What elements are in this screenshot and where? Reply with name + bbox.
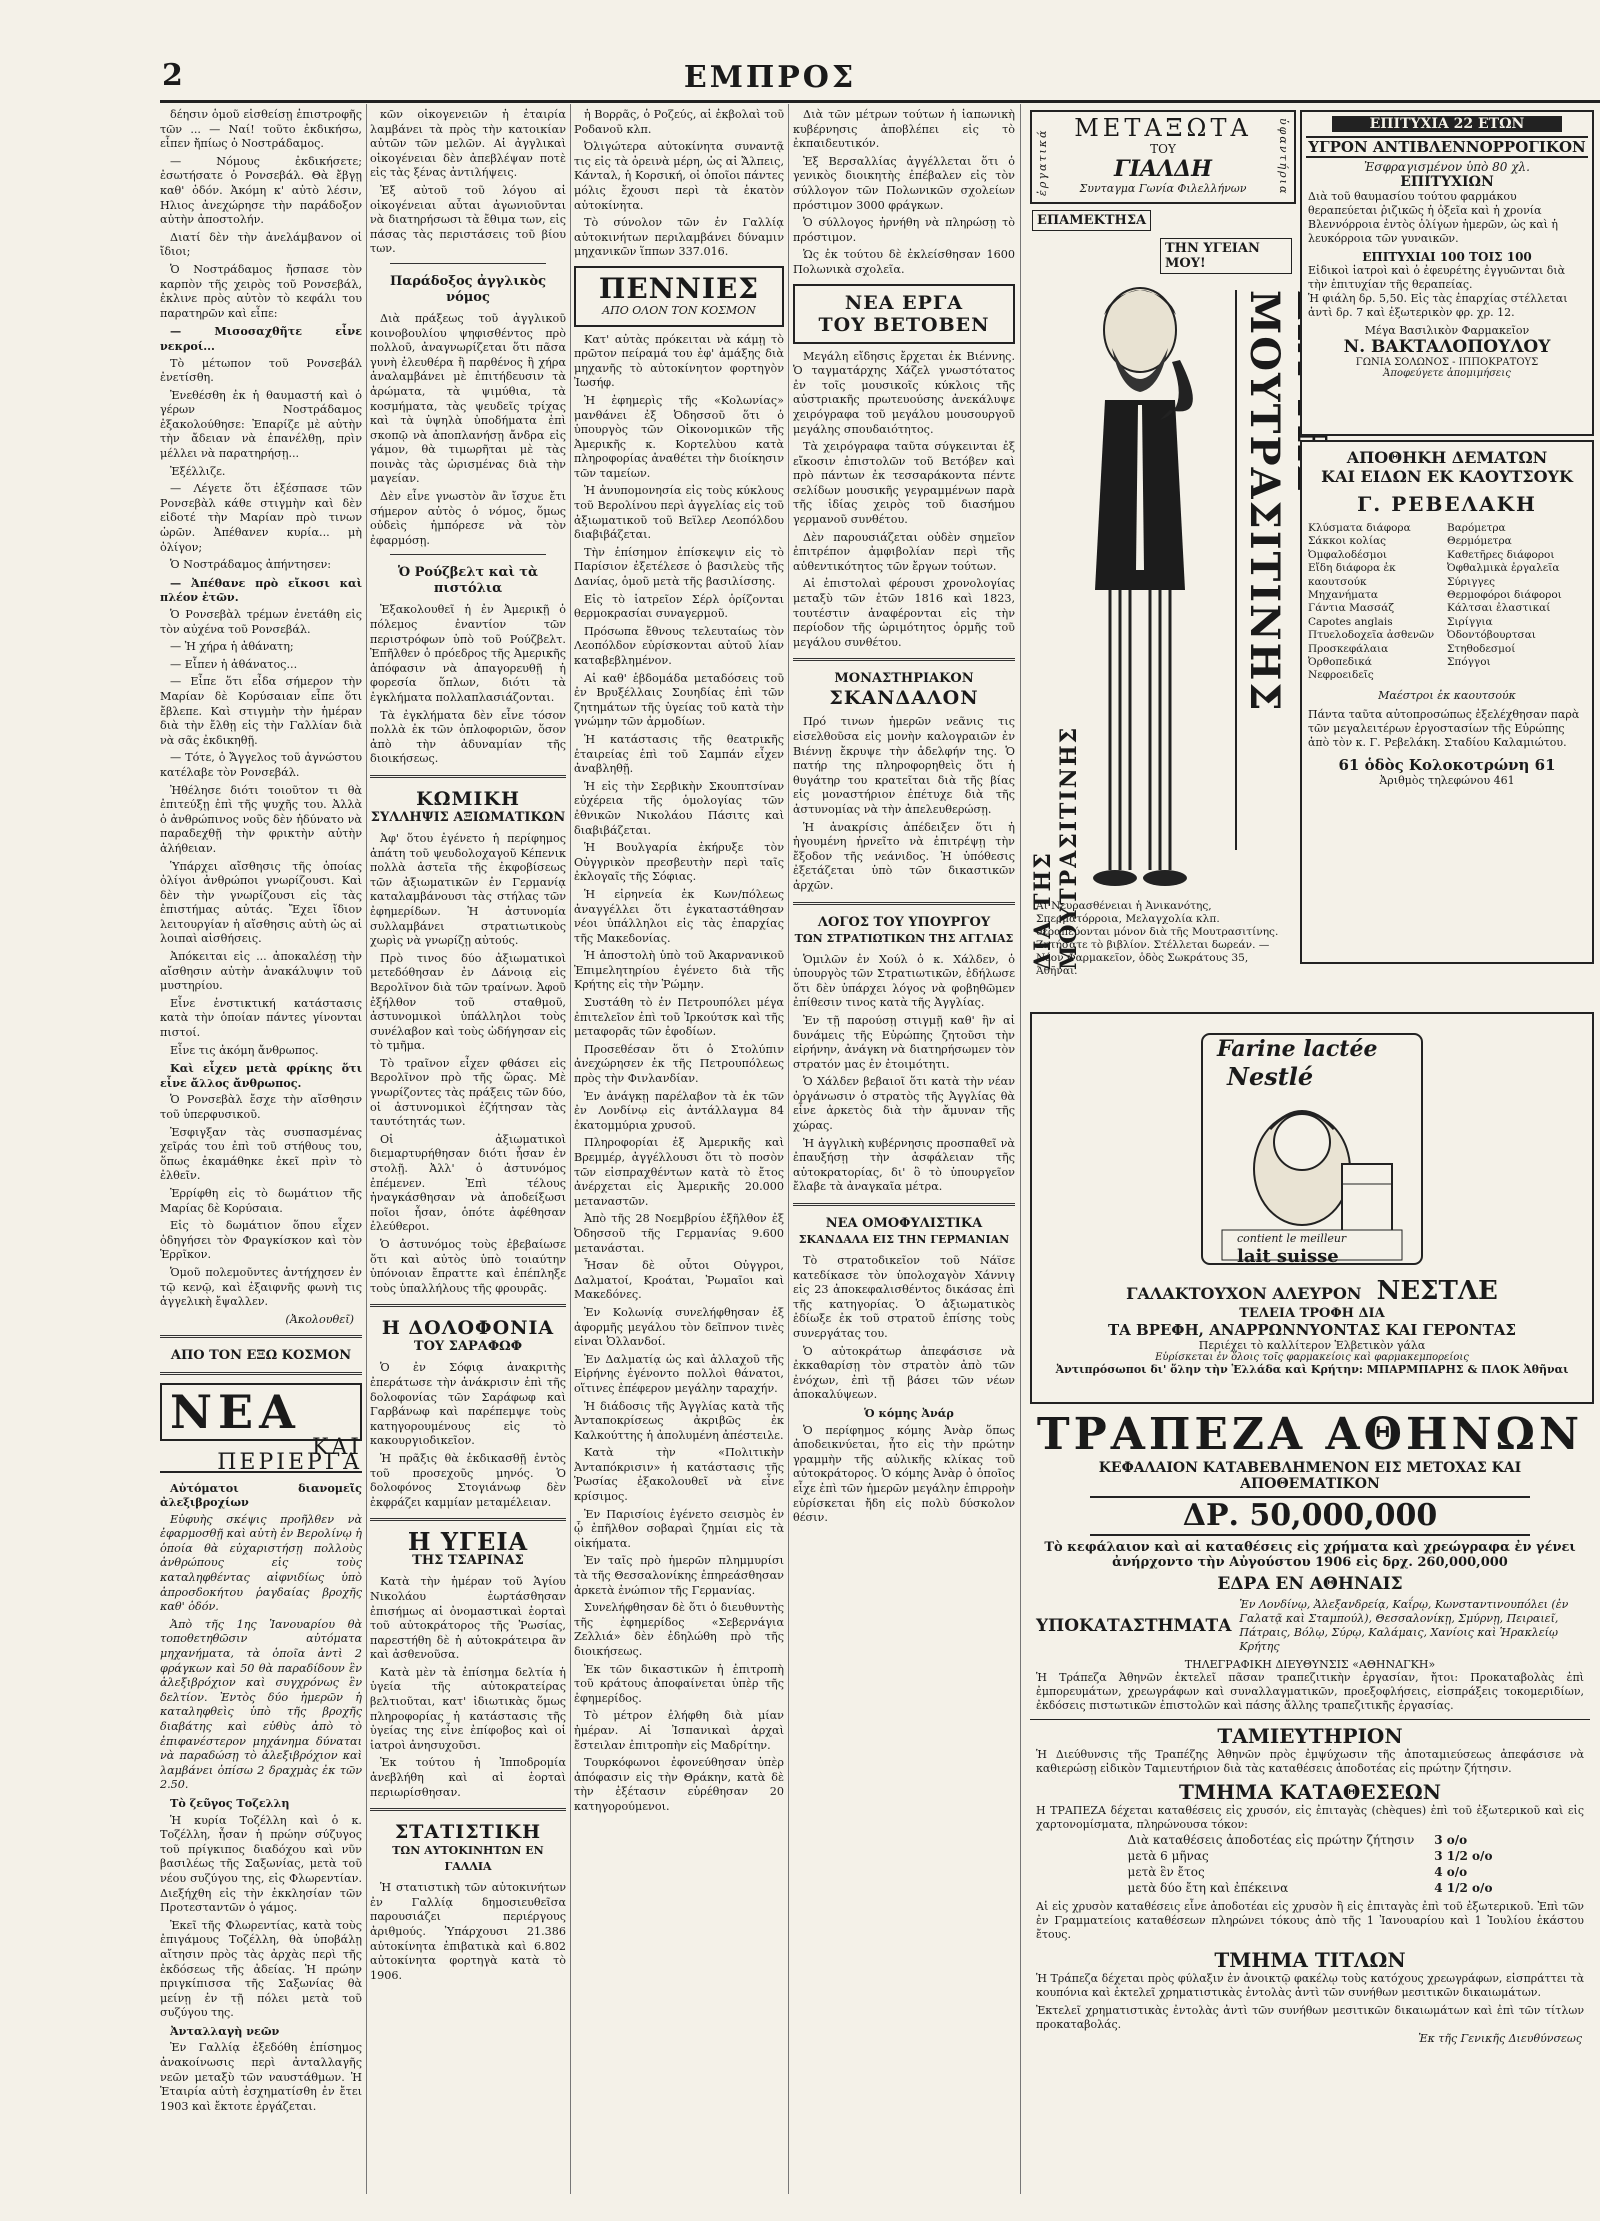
- bank-seat: ΕΔΡΑ ΕΝ ΑΘΗΝΑΙΣ: [1217, 1574, 1403, 1594]
- interest-rates-table: [1118, 1832, 1503, 1896]
- article-paragraph: Πληροφορίαι ἐξ Ἀμερικῆς καὶ Βρεμμέρ, ἀγγέλλουσι ὅτι τὸ ποσὸν τῶν εἰσπραχθέντων κατὰ τὸ ἔτος ἀνέρχεται εἰς Ἀμερικῆς 20.000 μεταναστῶν.: [574, 1136, 784, 1208]
- bank-title: ΤΡΑΠΕΖΑ ΑΘΗΝΩΝ: [1036, 1409, 1584, 1460]
- moutrasitini-ad: [1030, 210, 1292, 1000]
- article-paragraph: Ἐνεθέσθη ἐκ ἡ θαυμαστή καὶ ὁ γέρων Νοστράδαμος ἐξακολούθησε: Ἐπαρίζε μὲ αὐτὴν τὴν ἄδειαν νὰ ἐπανέλθῃ, πρὶν μέλλει νὰ παρατηρήσῃ...: [160, 388, 362, 461]
- article-paragraph: Τὸ σύνολον τῶν ἐν Γαλλίᾳ αὐτοκινήτων περιλαμβάνει δύναμιν μηχανικῶν ἵππων 337.016.: [574, 216, 784, 259]
- article-paragraph: — Νόμους ἐκδικήσετε; ἐσωτήσατε ὁ Ρονσεβάλ. Θὰ ἔβγῃ καθ' ὁδόν. Ἀκόμη κ' αὐτὸ λέσιν, Ηλιος ἀνεχώρησε τὴν παράδοξον αὐτὴν ἀποστολήν.: [160, 154, 362, 227]
- bank-signature: Ἐκ τῆς Γενικῆς Διευθύνσεως: [1418, 2032, 1582, 2045]
- article-paragraph: Ἐν ἀνάγκῃ παρέλαβον τὰ ἐκ τῶν ἐν Λονδίνῳ εἰς ἀντάλλαγμα 84 ἐκατομμύρια χρυσοῦ.: [574, 1089, 784, 1132]
- rubber-items-left: [1308, 522, 1447, 683]
- savings-title: ΤΑΜΙΕΥΤΗΡΙΟΝ: [1030, 1719, 1590, 1748]
- headline: ΚΩΜΙΚΗ: [416, 787, 520, 810]
- securities-title: ΤΜΗΜΑ ΤΙΤΛΩΝ: [1214, 1948, 1406, 1972]
- article-paragraph: Τὸ μέτωπον τοῦ Ρονσεβάλ ἐνετίσθη.: [160, 356, 362, 385]
- silk-title: ΜΕΤΑΞΩΤΑ: [1074, 114, 1252, 142]
- pharmacy-successes: ΕΠΙΤΥΧΙΩΝ: [1400, 174, 1494, 190]
- article-paragraph: Ἐκ τούτου ἡ Ἰπποδρομία ἀνεβλήθη καὶ αἱ ἑορταὶ περιωρίσθησαν.: [370, 1756, 566, 1799]
- article-paragraph: Ἐξ αὐτοῦ τοῦ λόγου αἱ οἰκογένειαι αὗται ἀγωνιοῦνται νὰ διατηρήσωσι τὰ ἔθιμα των, εἰς πάσας τὰς περιστάσεις τοῦ βίου των.: [370, 183, 566, 256]
- article-paragraph: Ὁ Ρονσεβὰλ τρέμων ἐνετάθη εἰς τὸν αὐχένα τοῦ Ρονσεβάλ.: [160, 608, 362, 636]
- article-paragraph: Προσεθέσαν ὅτι ὁ Στολύπιν ἀνεχώρησεν ἐκ τῆς Πετρουπόλεως πρὸς τὴν Φινλανδίαν.: [574, 1042, 784, 1086]
- rubber-item: Σπόγγοι: [1447, 656, 1491, 669]
- masthead: ΕΜΠΡΟΣ: [683, 60, 857, 95]
- article-paragraph: Ἡ ἐφημερὶς τῆς «Κολωνίας» μανθάνει ἐξ Ὀδησσοῦ ὅτι ὁ ὑπουργὸς τῶν Οἰκονομικῶν τῆς Ἀμερικῆς κ. Κορτελὺου κατὰ πληροφορίας ἀναθέτει τὴν διοίκησιν τῶν ταμείων.: [574, 393, 784, 480]
- headline-sub: ΤΩΝ ΑΥΤΟΚΙΝΗΤΩΝ ΕΝ ΓΑΛΛΙΑ: [392, 1844, 544, 1874]
- bank-branches: [1030, 1598, 1590, 1654]
- continued-note: (Ἀκολουθεῖ): [285, 1312, 354, 1326]
- branches-label: ΥΠΟΚΑΤΑΣΤΗΜΑΤΑ: [1036, 1616, 1232, 1636]
- rubber-items-right: [1447, 522, 1586, 683]
- column-rule: [1020, 104, 1021, 2194]
- article-paragraph: Ἡ ἀποστολὴ ὑπὸ τοῦ Ἀκαρνανικοῦ Ἐπιμελητηρίου ἐγένετο διὰ τῆς Κρήτης εἰς τὴν Ῥώμην.: [574, 949, 784, 992]
- article-paragraph: Ὁ αὐτοκράτωρ ἀπεφάσισε νὰ ἐκκαθαρίσῃ τὸν στρατὸν ἀπὸ τῶν ἐνόχων, ἐπὶ τῇ βάσει τῶν νέων ἀποκαλύψεων.: [793, 1344, 1015, 1402]
- bank-ad: [1030, 1410, 1590, 2190]
- nestle-representative: Ἀντιπρόσωποι δι' ὅλην τὴν Ἑλλάδα καὶ Κρήτην: ΜΠΑΡΜΠΑΡΗΣ & ΠΛΟΚ Ἀθῆναι: [1055, 1363, 1569, 1376]
- rubber-item: Πτυελοδοχεῖα ἀσθενῶν: [1308, 629, 1435, 642]
- rubber-item: Καθετῆρες διάφοροι: [1447, 548, 1555, 561]
- rubber-item: Θερμόμετρα: [1447, 535, 1512, 548]
- article-paragraph: — Ἀπέθανε πρὸ εἴκοσι καὶ πλέον ἐτῶν.: [160, 575, 362, 605]
- article-paragraph: Ἡ Βουλγαρία ἐκήρυξε τὸν Οὐγγρικὸν πρεσβευτὴν περὶ ταῖς ἐκλογαῖς τῆς Σόφιας.: [574, 841, 784, 884]
- article-paragraph: Ἐσφιγξαν τὰς συσπασμένας χεῖράς του ἐπὶ τοῦ στήθους του, ὅπως ἐκαμάθηκε ἐκεῖ πρὶν τὸ ἐλθεῖν.: [160, 1125, 362, 1183]
- rate-label: μετὰ 6 μῆνας: [1127, 1849, 1209, 1863]
- section-divider: [370, 1808, 566, 1811]
- headline-sub: ΣΚΑΝΔΑΛΑ ΕΙΣ ΤΗΝ ΓΕΡΜΑΝΙΑΝ: [798, 1233, 1010, 1247]
- article-paragraph: Ὁμιλῶν ἐν Χούλ ὁ κ. Χάλδεν, ὁ ὑπουργὸς τῶν Στρατιωτικῶν, ἐδήλωσε ὅτι δὲν ὑπάρχει λόγος νὰ φοβηθῶμεν ἐπίθεσιν τινος κατὰ τῆς Ἀγγλίας.: [793, 952, 1015, 1010]
- column-2: [370, 108, 566, 2188]
- rubber-item: Εἴδη διάφορα ἐκ καουτσούκ: [1308, 562, 1396, 588]
- rubber-item: Capotes anglais: [1308, 615, 1393, 628]
- rubber-item: Στηθοδεσμοί: [1447, 642, 1516, 655]
- section-divider: [793, 1203, 1015, 1206]
- brand-vertical-left: ΔΙΑ ΤΗΣ ΜΟΥΤΡΑΣΙΤΙΝΗΣ: [1030, 725, 1082, 970]
- big-heading: ΝΕΑ: [160, 1383, 362, 1441]
- motto-left: ΕΠΑΜΕΚΤΗΣΑ: [1032, 210, 1151, 231]
- rate-label: μετὰ δύο ἔτη καὶ ἐπέκεινα: [1127, 1881, 1289, 1895]
- article-paragraph: Ἡ εἰς τὴν Σερβικὴν Σκουπτσίναν εὐχέρεια τῆς ὁμολογίας τῶν ἐθνικῶν Νικολάου Πάσιτς καὶ διαβιβάζεται.: [574, 779, 784, 837]
- article-paragraph: Διατί δὲν τὴν ἀνελάμβανον οἱ ἴδιοι;: [160, 230, 362, 259]
- article-paragraph: — Τότε, ὁ Ἄγγελος τοῦ ἀγνώστου κατέλαβε τὸν Ρονσεβάλ.: [160, 751, 362, 779]
- motto-row: [1030, 210, 1292, 231]
- rate-row: [1118, 1880, 1503, 1896]
- brand-vertical-right: ΜΟΥΤΡΑΣΙΤΙΝΗΣ: [1235, 290, 1335, 850]
- article-paragraph: δέησιν ὁμοῦ εἰσθείσῃ ἐπιστροφῆς τῶν ... — Ναί! τοῦτο ἐκδικήσω, εἶπεν ἤπίως ὁ Νοστράδαμος.: [160, 108, 362, 151]
- article-paragraph: Δὲν παρουσιάζεται οὐδὲν σημεῖον ἐπιτρέπον ἀμφιβολίαν περὶ τῆς αὐθεντικότητος τῶν ἔργων τούτων.: [793, 530, 1015, 573]
- column-3: [574, 108, 784, 2188]
- article-paragraph: Τὸ στρατοδικεῖον τοῦ Νάϊσε κατεδίκασε τὸν ὑπολοχαγὸν Χάννιγ εἰς 23 ἀποκεφαλισθέντος δικάσας ἐπὶ τῆς κατηγορίας. Ὁ ἀξιωματικὸς ἐδίωξε ἐκ τοῦ στρατοῦ ἐπίσης τοὺς συνεργάτας του.: [793, 1254, 1015, 1340]
- section-divider: [370, 1518, 566, 1521]
- headline-sub: ΤΟΥ ΣΑΡΑΦΩΦ: [413, 1339, 523, 1355]
- bank-capital: ΔΡ. 50,000,000: [1090, 1496, 1530, 1536]
- article-paragraph: Ἦσαν δὲ οὗτοι Οὐγγροι, Δαλματοί, Κροάται, Ῥωμαῖοι καὶ Μακεδόνες.: [574, 1259, 784, 1302]
- article-paragraph: Κατὰ μὲν τὰ ἐπίσημα δελτία ἡ ὑγεία τῆς αὐτοκρατείρας βελτιοῦται, κατ' ἰδιωτικὰς ὅμως πληροφορίας ἡ κατάστασις τῆς ὑγείας της εἶνε ἐπίφοβος καὶ οἱ ἰατροὶ ἀνησυχοῦσι.: [370, 1665, 566, 1752]
- article-paragraph: Ἐκ τῶν δικαστικῶν ἡ ἐπιτροπὴ τοῦ κράτους ἀποφαίνεται ὑπὲρ τῆς ἐφημερίδος.: [574, 1662, 784, 1705]
- rubber-item: Θερμοφόροι διάφοροι: [1447, 589, 1562, 602]
- rubber-item: Κάλτσαι ἐλαστικαί: [1447, 602, 1551, 615]
- headline-sub: ΣΚΑΝΔΑΛΟΝ: [829, 687, 979, 710]
- article-paragraph: Ἡ ἀνακρίσις ἀπέδειξεν ὅτι ἡ ἡγουμένη ἠρνεῖτο νὰ ἐπιτρέψῃ τὴν ἔξοδον τῆς νεάνιδος. Ἡ ὑπόθεσις ἐξετάζεται ὑπὸ τῶν δικαστικῶν ἀρχῶν.: [793, 820, 1015, 892]
- section-divider: [793, 658, 1015, 661]
- nestle-ad: [1030, 1012, 1594, 1404]
- nestle-box-line-2: Nestlé: [1227, 1062, 1314, 1091]
- article-paragraph: Καὶ εἶχεν μετὰ φρίκης ὅτι εἶνε ἄλλος ἄνθρωπος.: [160, 1061, 362, 1090]
- headline: Η ΥΓΕΙΑ: [407, 1527, 529, 1557]
- rubber-title: ΑΠΟΘΗΚΗ ΔΕΜΑΤΩΝ: [1346, 448, 1548, 467]
- rubber-telephone: Ἀριθμὸς τηλεφώνου 461: [1379, 773, 1515, 787]
- article-paragraph: Οἱ ἀξιωματικοὶ διεμαρτυρήθησαν διότι ἦσαν ἐν στολῇ. Ἀλλ' ὁ ἀστυνόμος ἐπέμενεν. Ἐπὶ τέλους ἠναγκάσθησαν νὰ ἀποδείξωσι ποῖοι ἦσαν, ὁπότε ἀφέθησαν ἐλεύθεροι.: [370, 1132, 566, 1234]
- headline-block: [370, 788, 566, 826]
- pharmacy-note: Ἀποφεύγετε ἀπομιμήσεις: [1383, 368, 1511, 379]
- article-paragraph: Συστάθη τὸ ἐν Πετρουπόλει μέγα ἐπιτελεῖον ἐπὶ τοῦ Ἰρκούτσκ καὶ τῆς μεταφορᾶς τῶν ἐφοδίων.: [574, 996, 784, 1039]
- article-paragraph: Ὀλιγώτερα αὐτοκίνητα συναντᾷ τις εἰς τὰ ὀρεινὰ μέρη, ὡς αἱ Ἄλπεις, Κάνταλ, ἡ Κορσική, οἱ ὁποῖοι πάντες μόλις ἔχουσι περὶ τὰ ἑκατὸν αὐτοκίνητα.: [574, 140, 784, 212]
- rubber-item: Σάκκοι κολίας: [1308, 535, 1387, 548]
- article-paragraph: Ὁ περίφημος κόμης Ἀνὰρ ὅπως ἀποδεικνύεται, ἦτο εἰς τὴν πρώτην γραμμὴν τῆς αὐλικῆς κλίκας τοῦ αὐτοκράτορος. Ὁ κόμης Ἀνὰρ ὁ ὁποῖος εἶχε ἐπὶ τῶν ἡμερῶν μεγάλην ἐπιρροὴν εὑρίσκεται ἤδη εἰς πολὺ δύσκολον θέσιν.: [793, 1423, 1015, 1525]
- pharmacy-address: ΓΩΝΙΑ ΣΟΛΩΝΟΣ - ΙΠΠΟΚΡΑΤΟΥΣ: [1355, 357, 1539, 368]
- savings-text: Ἡ Διεύθυνσις τῆς Τραπέζης Ἀθηνῶν πρὸς ἐμψύχωσιν τῆς ἀποταμιεύσεως ἀπεφάσισε νὰ καθιερώσῃ εἰδικὸν Ταμιευτήριον διὰ τὰς καταθέσεις ἀποδοτέας εἰς πρώτην ζήτησιν.: [1036, 1748, 1584, 1775]
- pharmacy-text-2: Εἰδικοὶ ἰατροὶ καὶ ὁ ἐφευρέτης ἐγγυῶνται διὰ τὴν ἐπιτυχίαν τῆς θεραπείας.: [1308, 264, 1566, 291]
- securities-text: Ἡ Τράπεζα δέχεται πρὸς φύλαξιν ἐν ἀνοικτῷ φακέλῳ τοὺς κατόχους χρεωγράφων, εἰσπράττει τὰ κουπόνια καὶ ἐκτελεῖ χρηματιστικὰς ἐντολὰς ἀντὶ τῶν συνήθων μεσιτικῶν δικαιωμάτων.: [1036, 1972, 1584, 1999]
- headline-block: [793, 1216, 1015, 1248]
- rubber-store-ad: [1300, 440, 1594, 964]
- headline: Η ΔΟΛΟΦΟΝΙΑ: [381, 1317, 555, 1340]
- item-heading: Ἀνταλλαγὴ νεῶν: [170, 2023, 280, 2038]
- article-paragraph: Ἡ στατιστικὴ τῶν αὐτοκινήτων ἐν Γαλλίᾳ δημοσιευθεῖσα παρουσιάζει περιέργους ἀριθμούς. Ὑπάρχουσι 21.386 αὐτοκίνητα ἐπιβατικὰ καὶ 6.802 αὐτοκίνητα φορτηγὰ κατὰ τὸ 1906.: [370, 1881, 566, 1982]
- article-paragraph: Ὡς ἐκ τούτου δὲ ἐκλείσθησαν 1600 Πολωνικὰ σχολεῖα.: [793, 248, 1015, 276]
- article-paragraph: — Εἶπεν ἡ ἀθάνατος...: [170, 657, 298, 671]
- article-paragraph: Ἐν ταῖς πρὸ ἡμερῶν πλημμυρίσι τὰ τῆς Θεσσαλονίκης ἐπηρεάσθησαν ἀρκετὰ ἐνώπιον τῆς Γερμανίας.: [574, 1554, 784, 1597]
- article-paragraph: Ἡ διάδοσις τῆς Ἀγγλίας κατὰ τῆς Ἀνταποκρίσεως ἀκριβῶς ἐκ Καλκούττης ἡ ἀπολυμένη ἀπέστειλε.: [574, 1399, 784, 1442]
- item-heading: Αὐτόματοι διανομεῖς ἀλεξιβροχίων: [160, 1480, 362, 1510]
- article-paragraph: Ἐν Γαλλίᾳ ἐξεδόθη ἐπίσημος ἀνακοίνωσις περὶ ἀνταλλαγῆς νεῶν μεταξὺ τῶν ναυστάθμων. Ἡ Ἑταιρία αὐτὴ ἐσχηματίσθη ἐν ἔτει 1903 καὶ ἔκτοτε ἐργάζεται.: [160, 2041, 362, 2113]
- rubber-item: Ὀμφαλοδέσμοι: [1308, 548, 1388, 561]
- rubber-title-2: ΚΑΙ ΕΙΔΩΝ ΕΚ ΚΑΟΥΤΣΟΥΚ: [1321, 467, 1573, 486]
- article-paragraph: Ὑπάρχει αἴσθησις τῆς ὁποίας ὀλίγοι ἀνθρώποι γνωρίζουσι. Καὶ δὲν τὴν γνωρίζουσι εἰς τὰς ἐπιστήμας αὐτάς. Ἔχει ἴδιον λειτουργίαν ἡ αἴσθησις αὐτὴ ὡς αἱ λοιπαὶ αἰσθήσεις.: [160, 859, 362, 946]
- article-paragraph: κῶν οἰκογενειῶν ἡ ἑταιρία λαμβάνει τὰ πρὸς τὴν κατοικίαν αὐτῶν τῶν μελῶν. Αἱ ἀγγλικαὶ οἰκογένειαι δὲν ἀπεβλέψαν ποτὲ εἰς τὰς ξένας ἀντιλήψεις.: [370, 108, 566, 180]
- headline: ΝΕΑ ΟΜΟΦΥΛΙΣΤΙΚΑ: [825, 1216, 983, 1232]
- nestle-sub-2: ΤΑ ΒΡΕΦΗ, ΑΝΑΡΡΩΝΝΥΟΝΤΑΣ ΚΑΙ ΓΕΡΟΝΤΑΣ: [1108, 1321, 1516, 1339]
- article-paragraph: Αἱ ἐπιστολαὶ φέρουσι χρονολογίας μεταξὺ τῶν ἐτῶν 1816 καὶ 1823, τουτέστιν ἀναφέρονται εἰς τὴν περίοδον τῆς ὡριμότητος ὁρμῆς τοῦ μεγάλου συνθέτου.: [793, 577, 1015, 649]
- section-divider: [793, 902, 1015, 905]
- article-paragraph: Ἠθέλησε διότι τοιοῦτον τι θὰ ἐπιτεύξῃ ἐπὶ τῆς ψυχῆς του. Ἀλλὰ ὁ ἀνθρώπινος νοῦς δὲν ἠδύνατο νὰ παραδεχθῇ τὴν φρικτὴν αὐτὴν ἀλήθειαν.: [160, 783, 362, 855]
- item-heading: Τὸ ζεῦγος Τοζελλη: [170, 1795, 290, 1810]
- headline-block: [370, 1821, 566, 1875]
- deposits-text: Η ΤΡΑΠΕΖΑ δέχεται καταθέσεις εἰς χρυσόν, εἰς ἐπιταγὰς (chèques) ἐπὶ τοῦ ἐξωτερικοῦ καὶ εἰς χαρτονομίσματα, πληρώνουσα τόκον:: [1036, 1804, 1584, 1831]
- nestle-sub-3: Περιέχει τὸ καλλίτερον Ἑλβετικὸν γάλα: [1198, 1339, 1426, 1352]
- section-divider: [160, 1372, 362, 1375]
- bank-services: Ἡ Τράπεζα Ἀθηνῶν ἐκτελεῖ πᾶσαν τραπεζιτικὴν ἐργασίαν, ἤτοι: Προκαταβολὰς ἐπὶ ἐμπορευμάτων, χρεωγράφων καὶ συναλλαγματικῶν, προεξοφλήσεις, εἰσπράξεις τοκομεριδίων, ἐκδόσεις πιστωτικῶν ἐπιστολῶν καὶ πάσης ἄλλης τραπεζιτικῆς ἐργασίας.: [1036, 1671, 1584, 1712]
- article-paragraph: Διὰ πράξεως τοῦ ἀγγλικοῦ κοινοβουλίου ψηφισθέντος πρὸ πολλοῦ, ἀναγνωρίζεται ὅτι πᾶσα γυνὴ ἐλευθέρα ἢ παρθένος ἢ χήρα ἀναλαμβάνει μὲ ἐπιτήδευσιν τὰ ἀρώματα, τὰ ψιμύθια, τὰ κοσμήματα, τὰς ψευδεῖς τρίχας καὶ τὰ ὑψηλὰ ὑποδήματα ἐπὶ σκοπῷ νὰ ἀποπλανήσῃ ἄνδρα εἰς γάμον, θὰ τιμωρῆται μὲ τὰς ποινὰς τὰς ὡρισμένας διὰ τὴν μαγείαν.: [370, 311, 566, 486]
- article-paragraph: Διὰ τῶν μέτρων τούτων ἡ ἰαπωνικὴ κυβέρνησις ἀποβλέπει εἰς τὸ ἐκπαιδευτικόν.: [793, 108, 1015, 151]
- pharmacy-badge-2: ΕΠΙΤΥΧΙΑΙ 100 ΤΟΙΣ 100: [1362, 250, 1532, 264]
- moutrasitini-text: Αἱ Νευρασθένειαι ἡ Ἀνικανότης, Σπερματόρροια, Μελαγχολία κλπ. θεραπεύονται μόνον διὰ τῆς Μουτρασιτίνης. Ζητήσατε τὸ βιβλίον. Στέλλεται δωρεάν. — Νέον Φαρμακεῖον, ὁδὸς Σωκράτους 35, Ἀθῆναι.: [1036, 900, 1279, 977]
- pharmacy-title: ΥΓΡΟΝ ΑΝΤΙΒΛΕΝΝΟΡΡΟΓΙΚΟΝ: [1306, 136, 1588, 158]
- article-paragraph: Ὁ ἀστυνόμος τοὺς ἐβεβαίωσε ὅτι καὶ αὐτὸς ὑπὸ τοιαύτην ὑπόνοιαν ἔπραττε καὶ ἐπέπληξε τοὺς ὑπαλλήλους τῆς φρουρᾶς.: [370, 1238, 566, 1295]
- column-rule: [788, 104, 789, 2194]
- article-paragraph: Ὁ Νοστράδαμος ἤσπασε τὸν καρπὸν τῆς χειρὸς τοῦ Ρονσεβάλ, ἐκλινε πρὸς αὐτὸν τὸ κεφάλι του παρατηρῶν καὶ εἶπε:: [160, 262, 362, 320]
- rubber-item: Γάντια Μασσάζ: [1308, 602, 1395, 615]
- headline-box: [574, 266, 784, 327]
- top-rule: [160, 100, 1600, 103]
- headline-sub: ΤΩΝ ΣΤΡΑΤΙΩΤΙΚΩΝ ΤΗΣ ΑΓΓΛΙΑΣ: [794, 931, 1014, 945]
- nestle-sub-1: ΤΕΛΕΙΑ ΤΡΟΦΗ ΔΙΑ: [1239, 1306, 1385, 1321]
- section-divider: [370, 1304, 566, 1307]
- headline: ΜΟΝΑΣΤΗΡΙΑΚΟΝ: [834, 671, 974, 687]
- article-paragraph: Δὲν εἶνε γνωστὸν ἂν ἴσχυε ἔτι σήμερον αὐτὸς ὁ νόμος, ὅμως οὐδεὶς ἠμπόρεσε νὰ τὸν ἐφαρμόσῃ.: [370, 490, 566, 547]
- headline: ΠΕΝΝΙΕΣ: [598, 271, 760, 305]
- headline: ΛΟΓΟΣ ΤΟΥ ΥΠΟΥΡΓΟΥ: [817, 914, 991, 930]
- article-paragraph: Ἐξ Βερσαλλίας ἀγγέλλεται ὅτι ὁ γενικὸς διοικητὴς ἐπέβαλεν εἰς τὸν σύλλογον τῶν Πολωνικῶν σχολείων πρόστιμον 3000 φράγκων.: [793, 154, 1015, 212]
- rate-value: 3 1/2 ο/ο: [1434, 1849, 1493, 1863]
- rubber-item: Ὀδοντόβουρτσαι: [1447, 629, 1536, 642]
- deposits-title: ΤΜΗΜΑ ΚΑΤΑΘΕΣΕΩΝ: [1179, 1780, 1441, 1804]
- article-paragraph: Ἀφ' ὅτου ἐγένετο ἡ περίφημος ἀπάτη τοῦ ψευδολοχαγοῦ Κέπενικ πολλὰ ἀστεῖα τῆς ἐκφοβίσεως τῶν ἀξιωματικῶν ἐν Γερμανίᾳ καταλαμβάνουσι τὰς στήλας τῶν ἐφημερίδων. Ἡ ἀστυνομία συλλαμβάνει στρατιωτικοὺς χωρὶς νὰ γνωρίζῃ αὐτούς.: [370, 831, 566, 948]
- nestle-box-line-1: Farine lactée: [1217, 1036, 1378, 1062]
- rubber-item: Βαρόμετρα: [1447, 522, 1506, 534]
- article-paragraph: Ἡ κυρία Τοζέλλη καὶ ὁ κ. Τοζέλλη, ἦσαν ἡ πρώην σύζυγος τοῦ πρίγκιπος διαδόχου καὶ νῦν βασιλέως τῆς Σαξωνίας, μετὰ τοῦ νέου συζύγου της, εἰς Φλωρεντίαν. Διεξήχθη εἰς τὴν ἐκκλησίαν τῶν Προτεσταντῶν ὁ γάμος.: [160, 1813, 362, 1915]
- rubber-address: 61 ὁδὸς Κολοκοτρώνη 61: [1338, 755, 1556, 774]
- nestle-sub-4: Εὑρίσκεται ἐν ὅλοις τοῖς φαρμακείοις καὶ φαρμακεμπορείοις: [1155, 1352, 1469, 1363]
- rubber-item: Κλύσματα διάφορα: [1308, 522, 1411, 534]
- headline-block: [793, 671, 1015, 709]
- bank-capital-text: Τὸ κεφάλαιον καὶ αἱ καταθέσεις εἰς χρήματα καὶ χρεώγραφα ἐν γένει ἀνήρχοντο τὴν Αὐγούστου 1906 εἰς δρχ. 260,000,000: [1044, 1540, 1576, 1570]
- article-paragraph: Ἀπὸ τῆς 1ης Ἰανουαρίου θὰ τοποθετηθῶσιν αὐτόματα μηχανήματα, τὰ ὁποῖα ἀντὶ 2 φράγκων καὶ 50 θὰ παραδίδουν ἓν ἀλεξιβρόχιον καὶ συγχρόνως ἓν δελτίον. Ἐντὸς δύο ἡμερῶν ἡ καταληφθεὶς ὑπὸ τῆς βροχῆς διαβάτης καὶ εὐθὺς ἀπὸ τὸ ἐπιφανέστερον μηχάνημα δύναται νὰ παραδώσῃ τὸ ἀλεξιβρόχιον καὶ λαμβάνει ὀπίσω 2 δραχμὰς ἐκ τῶν 2.50.: [160, 1617, 362, 1792]
- article-paragraph: Τὴν ἐπίσημον ἐπίσκεψιν εἰς τὸ Παρίσιον ἐξετέλεσε ὁ βασιλεὺς τῆς Δανίας, ὁμοῦ μετὰ τῆς βασιλίσσης.: [574, 545, 784, 589]
- article-paragraph: Τουρκόφωνοι ἐφονεύθησαν ὑπὲρ ἀπόφασιν εἰς τὴν Θράκην, κατὰ δὲ τὴν ἐξέτασιν εὑρέθησαν 20 κατηγορούμενοι.: [574, 1756, 784, 1813]
- article-paragraph: Εἰς τὸ δωμάτιον ὅπου εἶχεν ὁδηγήσει τὸν Φραγκίσκον καὶ τὸν Ἑρρῖκον.: [160, 1219, 362, 1262]
- headline-block: [793, 915, 1015, 947]
- article-paragraph: Ὁ Νοστράδαμος ἀπήντησεν:: [170, 558, 332, 572]
- column-1: [160, 108, 362, 2188]
- article-paragraph: Ἐν τῇ παρούσῃ στιγμῇ καθ' ἣν αἱ δυνάμεις τῆς Εὐρώπης ζητοῦσι τὴν εἰρήνην, ἀνάγκη νὰ διατηρήσωμεν τὸν στρατόν μας ἐν ἐτοιμότητι.: [793, 1013, 1015, 1071]
- headline-sub: ΤΟΥ ΒΕΤΟΒΕΝ: [818, 313, 990, 336]
- nestle-brand: ΝΕΣΤΛΕ: [1376, 1276, 1498, 1306]
- article-paragraph: — Ἡ χήρα ἡ ἀθάνατη;: [170, 640, 294, 654]
- silk-side-right: ὑφαντήρια: [1277, 118, 1290, 196]
- article-paragraph: Πρὸ τινος δύο ἀξιωματικοὶ μετεδόθησαν ἐν Δάνοιᾳ εἰς Βερολῖνον διὰ τῶν τραίνων. Ἀφοῦ ἐξήλθον τοῦ σταθμοῦ, ἀστυνομικοὶ ὑπάλληλοι τοὺς συνέλαβον καὶ τοὺς ὡδήγησαν εἰς τὸ τμῆμα.: [370, 951, 566, 1053]
- rubber-text: Πάντα ταῦτα αὐτοπροσώπως ἐξελέχθησαν παρὰ τῶν μεγαλειτέρων ἐργοστασίων τῆς Εὐρώπης ἀπὸ τὸν κ. Γ. Ρεβελάκη. Σταδίου Καλαμιώτου.: [1308, 707, 1580, 749]
- pharmacy-store: Μέγα Βασιλικὸν Φαρμακεῖον: [1364, 324, 1530, 337]
- pharmacy-text-3: Ἡ φιάλη δρ. 5,50. Εἰς τὰς ἐπαρχίας στέλλεται ἀντὶ δρ. 7 καὶ ἐξωτερικὸν φρ. χρ. 12.: [1308, 292, 1568, 319]
- page-number: 2: [162, 58, 183, 93]
- headline: ΝΕΑ ΕΡΓΑ: [844, 291, 964, 314]
- gold-deposits-text: Αἱ εἰς χρυσὸν καταθέσεις εἶνε ἀποδοτέαι εἰς χρυσὸν ἢ εἰς ἐπιταγὰς ἐπὶ τοῦ ἐξωτερικοῦ. Ἐπὶ τῶν ἐν Γραμματείοις καταθέσεων πληρώνει τόκους ἀπὸ τῆς 1 Ἰανουαρίου καὶ 1 Ἰουλίου ἑκάστου ἔτους.: [1036, 1900, 1584, 1941]
- divider: [390, 554, 546, 555]
- article-paragraph: Τὰ ἐγκλήματα δὲν εἶνε τόσον πολλὰ ἐκ τῶν ὁπλοφοριῶν, ὅσον ἀπὸ τὴν ἀδυναμίαν τῆς διοικήσεως.: [370, 708, 566, 766]
- article-paragraph: Εἶνε ἐνστικτική κατάστασις κατὰ τὴν ὁποίαν πάντες γίνονται πιστοί.: [160, 996, 362, 1040]
- silk-side-left: ἐργατικά: [1036, 128, 1049, 196]
- silk-ad: [1030, 110, 1296, 204]
- rubber-owner: Γ. ΡΕΒΕΛΑΚΗ: [1357, 492, 1537, 516]
- rate-row: [1118, 1864, 1503, 1880]
- article-paragraph: Κατὰ τὴν ἡμέραν τοῦ Ἁγίου Νικολάου ἐωρτάσθησαν ἐπισήμως αἱ ὀνομαστικαὶ ἑορταὶ τοῦ αὐτοκράτορος τῆς Ῥωσίας, παρεστήθη δὲ ἡ αὐτοκράτειρα ἂν καὶ ἀσθενοῦσα.: [370, 1575, 566, 1662]
- headline-sub: ΑΠΟ ΟΛΟΝ ΤΟΝ ΚΟΣΜΟΝ: [602, 303, 756, 317]
- pharmacy-owner: Ν. ΒΑΚΤΑΛΟΠΟΥΛΟΥ: [1343, 337, 1551, 357]
- pharmacy-text: Διὰ τοῦ θαυμασίου τούτου φαρμάκου θεραπεύεται ῥιζικῶς ἡ ὀξεῖα καὶ ἡ χρονία Βλεννόρροια ἐντὸς ὀλίγων ἡμερῶν, ὡς καὶ ἡ λευκόρροια τῶν γυναικῶν.: [1308, 190, 1559, 245]
- headline-box: [793, 284, 1015, 344]
- article-paragraph: Ἐν Δαλματίᾳ ὡς καὶ ἀλλαχοῦ τῆς Εἰρήνης ἐγένοντο πολλοὶ θάνατοι, οἵτινες ἐπέφερον μεγάλην ταραχήν.: [574, 1352, 784, 1395]
- article-paragraph: Ὁ ἐν Σόφιᾳ ἀνακριτὴς ἐπεράτωσε τὴν ἀνάκρισιν ἐπὶ τῆς δολοφονίας τῶν Σαράφωφ καὶ Γαρβάνωφ καὶ παρέπεμψε τοὺς κατηγορουμένους εἰς τὸ κακουργιοδικεῖον.: [370, 1361, 566, 1448]
- section-divider: [160, 1335, 362, 1338]
- article-paragraph: Εὐφυὴς σκέψις προῆλθεν νὰ ἐφαρμοσθῇ καὶ αὐτὴ ἐν Βερολίνῳ ἡ ὁποία θὰ εὐχαριστήσῃ πολλοὺς ἀνθρώπους εἰς τοὺς καταληφθέντας αἰφνιδίως ὑπὸ ἀπροσδοκήτου ῥαγδαίας βροχῆς καθ' ὁδόν.: [160, 1512, 362, 1614]
- article-paragraph: — Λέγετε ὅτι ἐξέσπασε τῶν Ρονσεβὰλ κάθε στιγμὴν καὶ δὲν εἰδοτέ τὴν Μαρίαν πρὸ τινων ὡρῶν. Ἀπέθανεν κυρία... μὴ ὀλίγον;: [160, 482, 362, 554]
- headline-block: [370, 1527, 566, 1569]
- rate-value: 4 1/2 ο/ο: [1434, 1881, 1493, 1895]
- big-subheading: ΚΑΙ ΠΕΡΙΕΡΓΑ: [160, 1441, 362, 1472]
- man-illustration: [1060, 270, 1220, 890]
- rate-row: [1118, 1848, 1503, 1864]
- article-paragraph: Ἡ κατάστασις τῆς θεατρικῆς ἑταιρείας ἐπὶ τοῦ Σαμπάν εἶχεν ἀναβληθῇ.: [574, 732, 784, 776]
- headline-sub: ΣΥΛΛΗΨΙΣ ΑΞΙΩΜΑΤΙΚΩΝ: [370, 809, 566, 825]
- rate-row: [1118, 1832, 1503, 1848]
- article-paragraph: — Μισοσαχθῆτε εἶνε νεκροί...: [160, 324, 362, 353]
- article-paragraph: Ἐκεῖ τῆς Φλωρεντίας, κατὰ τοὺς ἐπιγάμους Τοζέλλη, θὰ ὑποβάλῃ αἴτησιν πρὸς τὰς ἀρχὰς περὶ τῆς ἐκδόσεως τῆς ἀδείας. Ἡ πρώην πριγκίπισσα τῆς Σαξωνίας θὰ μείνῃ ἐν τῇ πόλει μετὰ τοῦ συζύγου της.: [160, 1918, 362, 2020]
- article-paragraph: Τὸ μέτρον ἐλήφθη διὰ μίαν ἡμέραν. Αἱ Ἰσπανικαὶ ἀρχαὶ ἔστειλαν ἐπιτροπὴν εἰς Μαδρίτην.: [574, 1709, 784, 1752]
- rate-value: 3 ο/ο: [1434, 1833, 1468, 1847]
- article-paragraph: Πρό τινων ἡμερῶν νεᾶνις τις εἰσελθοῦσα εἰς μονὴν καλογραιῶν ἐν Βιέννῃ ἔκρυψε τὴν ἀδελφήν της. Ὁ πατήρ της πληροφορηθεὶς ὅτι ἡ θυγάτηρ του κρατεῖται διὰ τῆς βίας εἰς μοναστήριον ἐπέτυχε διὰ τῆς ἀστυνομίας νὰ τὴν ἀπελευθερώσῃ.: [793, 715, 1015, 816]
- pharmacy-price: Ἐσφραγισμένον ὑπὸ 80 χλ.: [1364, 160, 1530, 174]
- article-paragraph: Ἐξακολουθεῖ ἡ ἐν Ἀμερικῇ ὁ πόλεμος ἐναντίον τῶν περιστρόφων ὑπὸ τοῦ Ρούζβελτ. Ἐπῆλθεν ὁ πρόεδρος τῆς Ἀμερικῆς ἀπόφασιν νὰ ἀπαγορευθῇ ἡ φορεσία ὅπλων, διότι τὰ ἐγκλήματα πολλαπλασιάζονται.: [370, 603, 566, 704]
- article-paragraph: Ἡ ἀγγλικὴ κυβέρνησις προσπαθεῖ νὰ ἐπαυξήσῃ τὴν ἀσφάλειαν τῆς αὐτοκρατορίας, δι' ὃ τὸ ὑπουργεῖον ἔλαβε τὰ ἀναγκαῖα μέτρα.: [793, 1136, 1015, 1194]
- motto-right: ΤΗΝ ΥΓΕΙΑΝ ΜΟΥ!: [1160, 238, 1292, 274]
- rubber-item: Ὀφθαλμικὰ ἐργαλεῖα: [1447, 562, 1560, 575]
- article-paragraph: Ἐξέλλιζε.: [170, 464, 226, 478]
- section-heading: Ὁ Ρούζβελτ καὶ τὰ πιστόλια: [397, 565, 539, 597]
- article-paragraph: Κατὰ τὴν «Πολιτικὴν Ἀνταπόκρισιν» ἡ κατάστασις τῆς Ῥωσίας ἐξακολουθεῖ νὰ εἶνε κρίσιμος.: [574, 1446, 784, 1504]
- column-rule: [570, 104, 571, 2194]
- rubber-item: Ὀρθοπεδικά: [1308, 656, 1372, 669]
- article-paragraph: Εἶνε τις ἀκόμη ἄνθρωπος.: [170, 1043, 319, 1057]
- headline: ΣΤΑΤΙΣΤΙΚΗ: [394, 1821, 542, 1844]
- nestle-label-1: contient le meilleur: [1237, 1232, 1347, 1245]
- article-paragraph: Τὸ τραῖνον εἶχεν φθάσει εἰς Βερολῖνον πρὸ τῆς ὥρας. Μὲ γνωρίζοντες τὰς πράξεις τῶν δύο, οἱ ἀστυνομικοὶ ἐζήτησαν τὰς ταυτότητάς των.: [370, 1056, 566, 1129]
- article-paragraph: Εἰς τὸ ἰατρεῖον Σέρλ ὁρίζονται θερμοκρασίαι συναγερμοῦ.: [574, 592, 784, 621]
- silk-tou: ΤΟΥ: [1150, 142, 1176, 156]
- nestle-label-2: lait suisse: [1237, 1246, 1339, 1267]
- article-paragraph: Μεγάλη εἴδησις ἔρχεται ἐκ Βιέννης. Ὁ ταγματάρχης Χάζελ γνωστότατος ἐν τοῖς μουσικοῖς κύκλοις τῆς αὐστριακῆς πρωτευούσης ἀνεκάλυψε χειρόγραφα τοῦ μεγάλου μουσουργοῦ μεγάλης σπουδαιότητος.: [793, 349, 1015, 436]
- article-paragraph: Τὰ χειρόγραφα ταῦτα σύγκεινται ἐξ εἴκοσιν ἐπιστολῶν τοῦ Βετόβεν καὶ πρὸ πάντων ἐκ τεσσαράκοντα πέντε σελίδων μουσικῆς γεγραμμένων παρὰ τῆς ἰδίας χειρὸς τοῦ διασήμου γερμανοῦ συνθέτου.: [793, 440, 1015, 527]
- nestle-head: ΓΑΛΑΚΤΟΥΧΟΝ ΑΛΕΥΡΟΝ: [1126, 1284, 1362, 1303]
- rubber-item: Μηχανήματα: [1308, 589, 1378, 602]
- article-paragraph: Συνελήφθησαν δὲ ὅτι ὁ διευθυντὴς τῆς ἐφημερίδος «Σεβερνάγια Ζελλιά» δὲν ἐδηλώθη πρὸ τῆς διοικήσεως.: [574, 1601, 784, 1658]
- headline-block: [370, 1317, 566, 1355]
- pharmacy-ad: [1300, 110, 1594, 436]
- section-heading: Παράδοξος ἀγγλικὸς νόμος: [390, 273, 546, 305]
- rate-label: μετὰ ἓν ἔτος: [1127, 1865, 1205, 1879]
- nestle-text: [1032, 1276, 1592, 1376]
- pharmacy-badge: ΕΠΙΤΥΧΙΑ 22 ΕΤΩΝ: [1332, 116, 1562, 132]
- rate-label: Διὰ καταθέσεις ἀποδοτέας εἰς πρώτην ζήτησιν: [1127, 1833, 1415, 1847]
- column-4: [793, 108, 1015, 2188]
- article-paragraph: Ἀπόκειται εἰς ... ἀποκαλέσῃ τὴν αἴσθησιν αὐτὴν ἀνακάλυψιν τοῦ μυστηρίου.: [160, 950, 362, 993]
- rubber-item: Σύριγγες: [1447, 575, 1495, 588]
- article-paragraph: Ὁ Ρονσεβὰλ ἔσχε τὴν αἴσθησιν τοῦ ὑπερφυσικοῦ.: [160, 1093, 362, 1121]
- article-paragraph: Ὁ σύλλογος ἠρνήθη νὰ πληρώσῃ τὸ πρόστιμον.: [793, 216, 1015, 244]
- article-paragraph: Ἐν Κολωνίᾳ συνελήφθησαν ἐξ ἀφορμῆς μεγάλου τὸν δεῖπνον τινὲς εἰναι Ὀλλανδοί.: [574, 1305, 784, 1349]
- item-heading: Ὁ κόμης Ἀνάρ: [864, 1405, 954, 1420]
- rubber-item: Νεφροειδεῖς: [1308, 669, 1374, 682]
- article-paragraph: Ἐρρίφθη εἰς τὸ δωμάτιον τῆς Μαρίας δὲ Κορύσαια.: [160, 1186, 362, 1215]
- article-paragraph: Κατ' αὐτὰς πρόκειται νὰ κάμῃ τὸ πρῶτον πείραμά του ἐφ' ἁμάξης διὰ μηχανῆς τὸ αὐτοκίνητον φορτηγὸν Ἰωσήφ.: [574, 332, 784, 390]
- rate-value: 4 ο/ο: [1434, 1865, 1468, 1879]
- bank-subtitle: ΚΕΦΑΛΑΙΟΝ ΚΑΤΑΒΕΒΛΗΜΕΝΟΝ ΕΙΣ ΜΕΤΟΧΑΣ ΚΑΙ ΑΠΟΘΕΜΑΤΙΚΟΝ: [1098, 1460, 1522, 1492]
- column-rule: [366, 104, 367, 2194]
- rubber-item: Προσκεφάλαια: [1308, 642, 1389, 655]
- rubber-item: Σιρίγγια: [1447, 615, 1493, 628]
- bank-footer: Ἐκτελεῖ χρηματιστικὰς ἐντολὰς ἀντὶ τῶν συνήθων μεσιτικῶν δικαιωμάτων καὶ ἐπὶ τῶν τίτλων προκαταβολάς.: [1036, 2004, 1584, 2031]
- article-paragraph: Ἡ ἀνυπομονησία εἰς τοὺς κύκλους τοῦ Βερολίνου περὶ ἀγγελίας εἰς τοῦ ἀξιωματικοῦ τοῦ Βεϊλερ Λεοπόλδου διαβιβάζεται.: [574, 484, 784, 542]
- bank-telegraph: ΤΗΛΕΓΡΑΦΙΚΗ ΔΙΕΥΘΥΝΣΙΣ «ΑΘΗΝΑΓΚΗ»: [1184, 1658, 1436, 1671]
- silk-tag: Συνταγμα Γωνία Φιλελλήνων: [1079, 182, 1247, 195]
- headline-sub: ΤΗΣ ΤΣΑΡΙΝΑΣ: [412, 1553, 524, 1569]
- article-paragraph: Πρόσωπα ἔθνους τελευταίως τὸν Λεοπόλδον εὑρίσκονται αὐτοῦ λίαν καταβεβλημένον.: [574, 624, 784, 667]
- article-paragraph: Ἡ πρᾶξις θὰ ἐκδικασθῇ ἐντὸς τοῦ προσεχοῦς μηνός. Ὁ δολοφόνος Στογιάνωφ δὲν ἐκφράζει καμμίαν μεταμέλειαν.: [370, 1451, 566, 1509]
- silk-name: ΓΙΑΛΔΗ: [1114, 156, 1212, 182]
- divider: [390, 263, 546, 264]
- branches-text: Ἐν Λονδίνῳ, Ἀλεξανδρείᾳ, Καΐρῳ, Κωνσταντινουπόλει (ἐν Γαλατᾷ καὶ Σταμπούλ), Θεσσαλονίκῃ, Σμύρνῃ, Πειραιεῖ, Πάτραις, Βόλῳ, Σύρῳ, Καλάμαις, Χανίοις καὶ Ἡρακλείῳ Κρήτης: [1239, 1598, 1569, 1653]
- article-paragraph: Αἱ καθ' ἑβδομάδα μεταδόσεις τοῦ ἐν Βρυξέλλαις Σουηδίας ἐπὶ τῶν ζητημάτων τῆς ὑγείας τοῦ κατὰ τὴν γνώμην τῶν ἀρμοδίων.: [574, 671, 784, 729]
- rubber-items: [1302, 522, 1592, 683]
- article-paragraph: Ἡ εἰρηνεία ἐκ Κων/πόλεως ἀναγγέλλει ὅτι ἐγκαταστάθησαν νέοι ὑπάλληλοι εἰς τὰς ἐπαρχίας τῆς Μακεδονίας.: [574, 887, 784, 945]
- article-paragraph: Ὁμοῦ πολεμοῦντες ἀντήχησεν ἐν τῷ κενῷ, καὶ ἐξαιφνῆς φωνὴ τις ἀγγελικὴ ἔψαλλεν.: [160, 1265, 362, 1309]
- article-paragraph: Ἐν Παρισίοις ἐγένετο σεισμὸς ἐν ᾧ ἐπῆλθον σοβαραὶ ζημίαι εἰς τὰ οἰκήματα.: [574, 1507, 784, 1550]
- rubber-note: Μαέστροι ἐκ καουτσούκ: [1378, 688, 1516, 702]
- section-divider: [370, 775, 566, 778]
- section-heading: ΑΠΟ ΤΟΝ ΕΞΩ ΚΟΣΜΟΝ: [170, 1348, 352, 1364]
- article-paragraph: Ὁ Χάλδεν βεβαιοῖ ὅτι κατὰ τὴν νέαν ὀργάνωσιν ὁ στρατὸς τῆς Ἀγγλίας θὰ εἶνε ἀρκετὸς διὰ τὴν ἄμυναν τῆς χώρας.: [793, 1075, 1015, 1133]
- article-paragraph: — Εἶπε ὅτι εἶδα σήμερον τὴν Μαρίαν δὲ Κορύσαιαν εἶπε ὅτι ἔβλεπε. Καὶ στιγμὴν τὴν ἡμέραν διὰ τὴν ἔλθῃ εἰς τὴν Γαλλίαν διὰ νὰ σᾶς ἐκδικηθῇ.: [160, 675, 362, 747]
- article-paragraph: ἡ Βορρᾶς, ὁ Ροζεύς, αἱ ἐκβολαὶ τοῦ Ροδανοῦ κλπ.: [574, 108, 784, 136]
- silk-ad-text: [1032, 112, 1294, 195]
- article-paragraph: Ἀπὸ τῆς 28 Νοεμβρίου ἐξῆλθον ἐξ Ὀδησσοῦ τῆς Γερμανίας 9.600 μετανάσται.: [574, 1212, 784, 1255]
